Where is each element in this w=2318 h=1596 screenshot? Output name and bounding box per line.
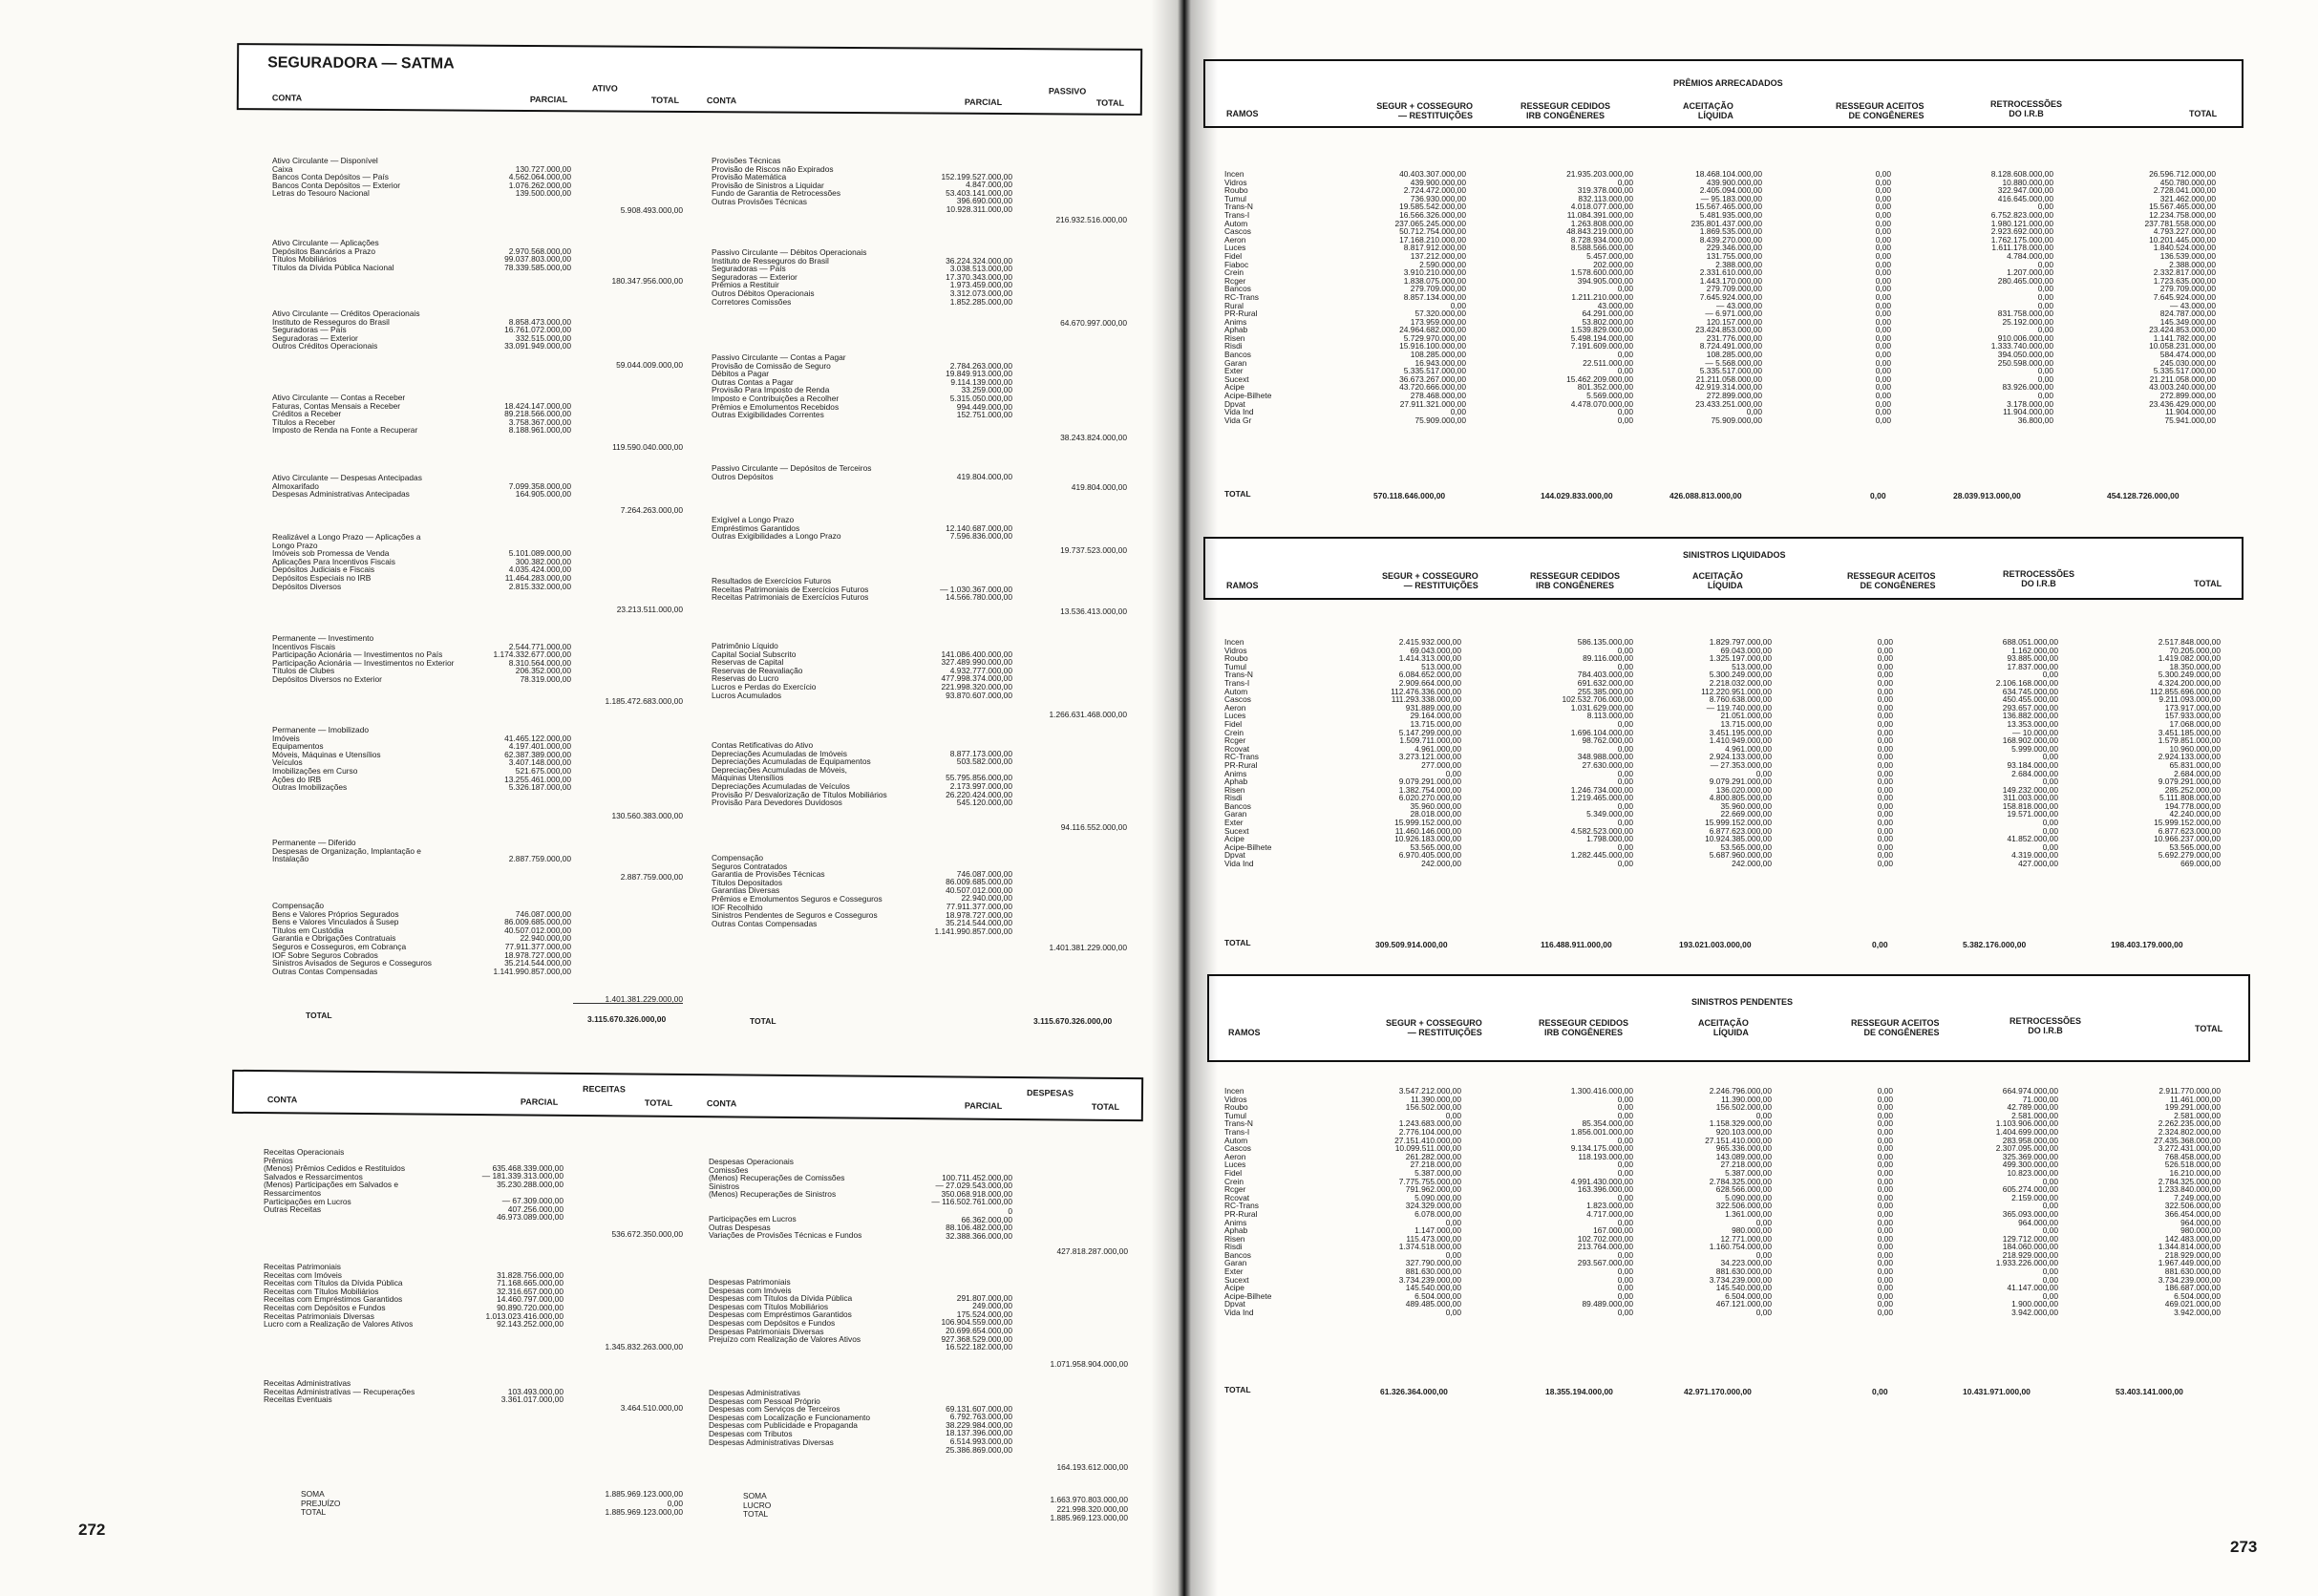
receitas-labels: Receitas Operacionais Prêmios (Menos) Prêmios Cedidos e Restituídos Salvados e Ressarcimentos (Menos) Participações em Salvados e Ressarcimentos Participações em Lucros Outras Receitas [264, 1147, 406, 1215]
sinistros-liq-header [1203, 537, 2244, 600]
bs-col-total: TOTAL [650, 95, 680, 105]
passivo-labels: Exigível a Longo Prazo Empréstimos Garantidos Outras Exigibilidades a Longo Prazo [712, 515, 841, 542]
despesas-total: 164.193.612.000,00 [1056, 1462, 1128, 1472]
despesas-labels: Participações em Lucros Outras Despesas Variações de Provisões Técnicas e Fundos [709, 1214, 862, 1241]
pen-col-ramos: RAMOS [1228, 1028, 1261, 1037]
is-col-receitas: RECEITAS [583, 1084, 626, 1095]
bs-total-left-value: 3.115.670.326.000,00 [587, 1014, 667, 1024]
premios-ramos: Incen Vidros Roubo Tumul Trans-N Trans-I Autom Cascos Aeron Luces Fidel Fiaboc Crein Rcger Bancos RC-Trans Rural PR-Rural Anims Aphab Risen Risdi Bancos Garan Exter Sucext Acipe Acipe-Bilhete Dpvat Vida Ind Vida Gr [1224, 169, 1272, 425]
is-col-total: TOTAL [644, 1097, 673, 1108]
is-sum-right-labels: SOMA LUCRO TOTAL [743, 1491, 772, 1519]
passivo-total: 1.401.381.229.000,00 [1049, 943, 1127, 952]
receitas-values: 635.468.339.000,00 — 181.339.313.000,00 35.230.288.000,00 — 67.309.000,00 407.256.000,00 46.973.089.000,00 [481, 1162, 564, 1223]
passivo-total: 1.266.631.468.000,00 [1049, 710, 1127, 719]
premios-col-c3: ACEITAÇÃO LÍQUIDA [1683, 101, 1733, 120]
passivo-values: 36.224.324.000,00 3.038.513.000,00 17.370.343.000,00 1.973.459.000,00 3.312.073.000,00 1.852.285.000,00 [946, 255, 1012, 307]
liq-total-c1: 309.509.914.000,00 [1375, 940, 1448, 949]
premios-col-c2: RESSEGUR CEDIDOS IRB CONGÊNERES [1521, 101, 1611, 120]
ativo-values: 130.727.000,00 4.562.064.000,00 1.076.262.000,00 139.500.000,00 [508, 163, 571, 199]
page-number-left: 272 [78, 1521, 106, 1539]
passivo-labels: Contas Retificativas do Ativo Depreciações Acumuladas de Imóveis Depreciações Acumuladas de Equipamentos Depreciações Acumuladas de Móveis, Máquinas Utensílios Depreciações Acumuladas de Veículos Provisão P/ Desvalorização de Títulos Mobiliários Provisão Para Devedores Duvidosos [712, 740, 887, 808]
passivo-total: 94.116.552.000,00 [1060, 822, 1127, 832]
bs-col-conta2: CONTA [706, 96, 737, 106]
premios-title: PRÊMIOS ARRECADADOS [1673, 78, 1783, 88]
liq-col-c5: RETROCESSÕES DO I.R.B [2003, 569, 2075, 588]
premios-total-c6: 454.128.726.000,00 [2107, 491, 2180, 500]
ativo-values: 746.087.000,00 86.009.685.000,00 40.507.012.000,00 22.940.000,00 77.911.377.000,00 18.978.727.000,00 35.214.544.000,00 1.141.990.857.000,00 [493, 908, 571, 976]
right-page [1184, 0, 2318, 1596]
passivo-values: 2.784.263.000,00 19.849.913.000,00 9.114.139.000,00 33.259.000,00 5.315.050.000,00 994.449.000,00 152.751.000,00 [946, 360, 1012, 420]
liq-c4: 0,00 0,00 0,00 0,00 0,00 0,00 0,00 0,00 0,00 0,00 0,00 0,00 0,00 0,00 0,00 0,00 0,00 0,00 0,00 0,00 0,00 0,00 0,00 0,00 0,00 0,00 0,00 0,00 [1877, 637, 1893, 869]
liq-total-c3: 193.021.003.000,00 [1679, 940, 1752, 949]
ativo-total: 1.401.381.229.000,00 [605, 994, 683, 1004]
liq-total-c4: 0,00 [1872, 940, 1888, 949]
is-col-conta: CONTA [266, 1095, 298, 1105]
page-number-right: 273 [2230, 1538, 2258, 1556]
despesas-total: 427.818.287.000,00 [1056, 1246, 1128, 1256]
receitas-values: 31.828.756.000,00 71.168.665.000,00 32.316.657.000,00 14.460.797.000,00 90.890.720.000,00 1.013.023.416.000,00 92.143.252.000,00 [485, 1269, 564, 1330]
passivo-total: 13.536.413.000,00 [1060, 606, 1127, 616]
liq-c6: 2.517.848.000,00 70.205.000,00 1.419.082.000,00 18.350.000,00 5.300.249.000,00 4.324.200.000,00 112.855.696.000,00 9.211.093.000,00 173.917.000,00 157.933.000,00 17.068.000,00 3.451.185.000,00 1.579.851.000,00 10.960.000,00 2.924.133.000,00 65.831.000,00 2.684.000,00 9.079.291.000,00 285.252.000,00 5.111.808.000,00 194.778.000,00 42.240.000,00 15.999.152.000,00 6.877.623.000,00 10.966.237.000,00 53.565.000,00 5.692.279.000,00 669.000,00 [2150, 637, 2221, 869]
ativo-values: 2.887.759.000,00 [508, 854, 571, 864]
pen-c6: 2.911.770.000,00 11.461.000,00 199.291.000,00 2.581.000,00 2.262.235.000,00 2.324.802.000,00 27.435.368.000,00 3.272.431.000,00 768.458.000,00 526.518.000,00 16.210.000,00 2.784.325.000,00 1.233.840.000,00 7.249.000,00 322.506.000,00 366.454.000,00 964.000,00 980.000,00 142.483.000,00 1.344.814.000,00 218.929.000,00 1.967.449.000,00 881.630.000,00 3.734.239.000,00 186.687.000,00 6.504.000,00 469.021.000,00 3.942.000,00 [2154, 1086, 2221, 1318]
passivo-total: 64.670.997.000,00 [1060, 318, 1127, 328]
ativo-labels: Permanente — Imobilizado Imóveis Equipamentos Móveis, Máquinas e Utensílios Veículos Imobilizações em Curso Ações do IRB Outras Imobilizações [272, 725, 381, 793]
bs-col-passivo: PASSIVO [1048, 86, 1087, 96]
ativo-values: 5.101.089.000,00 300.382.000,00 4.035.424.000,00 11.464.283.000,00 2.815.332.000,00 [504, 548, 571, 591]
pen-col-c1: SEGUR + COSSEGURO — RESTITUIÇÕES [1386, 1018, 1482, 1037]
pen-c3: 2.246.796.000,00 11.390.000,00 156.502.000,00 0,00 1.158.329.000,00 920.103.000,00 27.151.410.000,00 965.336.000,00 143.089.000,00 27.218.000,00 5.387.000,00 2.784.325.000,00 628.566.000,00 5.090.000,00 322.506.000,00 1.361.000,00 0,00 980.000,00 12.771.000,00 1.160.754.000,00 0,00 34.223.000,00 881.630.000,00 3.734.239.000,00 145.540.000,00 6.504.000,00 467.121.000,00 0,00 [1705, 1086, 1772, 1318]
pen-ramos: Incen Vidros Roubo Tumul Trans-N Trans-I Autom Cascos Aeron Luces Fidel Crein Rcger Rcovat RC-Trans PR-Rural Anims Aphab Risen Risdi Bancos Garan Exter Sucext Acipe Acipe-Bilhete Dpvat Vida Ind [1224, 1086, 1272, 1318]
liq-col-ramos: RAMOS [1226, 581, 1259, 590]
sinistros-pen-title: SINISTROS PENDENTES [1691, 997, 1794, 1007]
premios-col-c5: RETROCESSÕES DO I.R.B [1990, 99, 2063, 118]
pen-col-c6: TOTAL [2195, 1024, 2223, 1033]
liq-ramos: Incen Vidros Roubo Tumul Trans-N Trans-I Autom Cascos Aeron Luces Fidel Crein Rcger Rcovat RC-Trans PR-Rural Anims Aphab Risen Risdi Bancos Garan Exter Sucext Acipe Acipe-Bilhete Dpvat Vida Ind [1224, 637, 1272, 869]
premios-total-c4: 0,00 [1870, 491, 1886, 500]
passivo-total: 19.737.523.000,00 [1060, 545, 1127, 555]
passivo-total: 216.932.516.000,00 [1055, 215, 1127, 224]
pen-c2: 1.300.416.000,00 0,00 0,00 0,00 85.354.000,00 1.856.001.000,00 0,00 9.134.175.000,00 118.193.000,00 0,00 0,00 4.991.430.000,00 163.396.000,00 0,00 1.823.000,00 4.717.000,00 0,00 167.000,00 102.702.000,00 213.764.000,00 0,00 293.567.000,00 0,00 0,00 0,00 0,00 89.489.000,00 0,00 [1570, 1086, 1633, 1318]
passivo-labels: Passivo Circulante — Depósitos de Terceiros Outros Depósitos [712, 463, 872, 481]
passivo-values: 12.140.687.000,00 7.596.836.000,00 [946, 522, 1012, 542]
bs-col-parcial2: PARCIAL [964, 96, 1003, 107]
ativo-labels: Realizável a Longo Prazo — Aplicações a Longo Prazo Imóveis sob Promessa de Venda Aplicações Para Incentivos Fiscais Depósitos Judiciais e Fiscais Depósitos Especiais no IRB Depósitos Diversos [272, 532, 421, 591]
premios-total-c1: 570.118.646.000,00 [1373, 491, 1446, 500]
premios-total-c3: 426.088.813.000,00 [1669, 491, 1742, 500]
passivo-labels: Resultados de Exercícios Futuros Receitas Patrimoniais de Exercícios Futuros Receitas Patrimoniais de Exercícios Futuros [712, 576, 869, 603]
despesas-labels: Despesas Operacionais Comissões (Menos) Recuperações de Comissões Sinistros (Menos) Recuperações de Sinistros [709, 1157, 845, 1200]
liq-col-c3: ACEITAÇÃO LÍQUIDA [1692, 571, 1743, 590]
pen-total-c1: 61.326.364.000,00 [1380, 1387, 1448, 1396]
ativo-total: 130.560.383.000,00 [611, 811, 683, 820]
ativo-labels: Ativo Circulante — Despesas Antecipadas Almoxarifado Despesas Administrativas Antecipadas [272, 473, 422, 500]
despesas-values: 69.131.607.000,00 6.792.763.000,00 38.229.984.000,00 18.137.396.000,00 6.514.993.000,00 25.386.869.000,00 [946, 1403, 1012, 1455]
passivo-labels: Provisões Técnicas Provisão de Riscos não Expirados Provisão Matemática Provisão de Sinistros a Liquidar Fundo de Garantia de Retrocessões Outras Provisões Técnicas [712, 156, 841, 206]
bs-col-ativo: ATIVO [591, 83, 618, 94]
premios-col-c6: TOTAL [2189, 109, 2218, 118]
liq-total-c5: 5.382.176.000,00 [1963, 940, 2027, 949]
premios-c5: 8.128.608.000,00 10.880.000,00 322.947.000,00 416.645.000,00 0,00 6.752.823.000,00 1.980.121.000,00 2.923.692.000,00 1.762.175.000,00 1.611.178.000,00 4.784.000,00 0,00 1.207.000,00 280.465.000,00 0,00 0,00 0,00 831.758.000,00 25.192.000,00 0,00 910.006.000,00 1.333.740.000,00 394.050.000,00 250.598.000,00 0,00 0,00 83.926.000,00 0,00 3.178.000,00 11.904.000,00 36.800,00 [1990, 169, 2053, 425]
ativo-total: 2.887.759.000,00 [620, 872, 683, 882]
sinistros-pen-header [1207, 974, 2250, 1062]
sinistros-liq-title: SINISTROS LIQUIDADOS [1683, 550, 1786, 560]
premios-total-c5: 28.039.913.000,00 [1953, 491, 2021, 500]
ativo-labels: Ativo Circulante — Créditos Operacionais Instituto de Resseguros do Brasil Seguradoras — País Seguradoras — Exterior Outros Créditos Operacionais [272, 309, 420, 351]
bs-total-right-value: 3.115.670.326.000,00 [1033, 1016, 1113, 1026]
receitas-values: 103.493.000,00 3.361.017.000,00 [500, 1386, 564, 1405]
pen-col-c4: RESSEGUR ACEITOS DE CONGÊNERES [1851, 1018, 1940, 1037]
despesas-labels: Despesas Administrativas Despesas com Pessoal Próprio Despesas com Serviços de Terceiros Despesas com Localização e Funcionamento Despesas com Publicidade e Propaganda Despesas com Tributos Despesas Administrativas Diversas [709, 1388, 870, 1447]
liq-col-c6: TOTAL [2194, 579, 2222, 588]
liq-c2: 586.135.000,00 0,00 89.116.000,00 0,00 784.403.000,00 691.632.000,00 255.385.000,00 102.532.706.000,00 1.031.629.000,00 8.113.000,00 0,00 1.696.104.000,00 98.762.000,00 0,00 348.988.000,00 27.630.000,00 0,00 0,00 1.246.734.000,00 1.219.465.000,00 0,00 5.349.000,00 0,00 4.582.523.000,00 1.798.000,00 0,00 1.282.445.000,00 0,00 [1562, 637, 1633, 869]
ativo-labels: Ativo Circulante — Contas a Receber Faturas, Contas Mensais a Receber Créditos a Receber Títulos a Receber Imposto de Renda na Fonte a Recuperar [272, 393, 418, 436]
liq-total-c6: 198.403.179.000,00 [2111, 940, 2183, 949]
pen-total-c6: 53.403.141.000,00 [2116, 1387, 2183, 1396]
premios-col-c4: RESSEGUR ACEITOS DE CONGÊNERES [1836, 101, 1925, 120]
is-col-despesas: DESPESAS [1026, 1088, 1074, 1098]
ativo-values: 2.544.771.000,00 1.174.332.677.000,00 8.310.564.000,00 206.352.000,00 78.319.000,00 [493, 641, 571, 684]
liq-c5: 688.051.000,00 1.162.000,00 93.885.000,00 17.837.000,00 0,00 2.106.168.000,00 634.745.000,00 450.455.000,00 293.657.000,00 136.882.000,00 13.353.000,00 — 10.000,00 168.902.000,00 5.999.000,00 0,00 93.184.000,00 2.684.000,00 0,00 149.232.000,00 311.003.000,00 158.818.000,00 19.571.000,00 0,00 0,00 41.852.000,00 0,00 4.319.000,00 427.000,00 [1995, 637, 2058, 869]
ativo-labels: Compensação Bens e Valores Próprios Segurados Bens e Valores Vinculados à Susep Títulos em Custódia Garantia e Obrigações Contratuais Seguros e Cosseguros, em Cobrança IOF Sobre Seguros Cobrados Sinistros Avisados de Seguros e Cosseguros Outras Contas Compensadas [272, 901, 432, 976]
passivo-values: 8.877.173.000,00 503.582.000,00 55.795.856.000,00 2.173.997.000,00 26.220.424.000,00 545.120.000,00 [946, 748, 1012, 808]
is-sum-right-values: 1.663.970.803.000,00 221.998.320.000,00 1.885.969.123.000,00 [1050, 1495, 1128, 1522]
receitas-labels: Receitas Patrimoniais Receitas com Imóveis Receitas com Títulos da Dívida Pública Receitas com Títulos Mobiliários Receitas com Empréstimos Garantidos Receitas com Depósitos e Fundos Receitas Patrimoniais Diversas Lucro com a Realização de Valores Ativos [264, 1262, 414, 1330]
company-title: SEGURADORA — SATMA [267, 54, 455, 73]
passivo-values: 746.087.000,00 86.009.685.000,00 40.507.012.000,00 22.940.000,00 77.911.377.000,00 18.978.727.000,00 35.214.544.000,00 1.141.990.857.000,00 [934, 868, 1012, 936]
premios-c4: 0,00 0,00 0,00 0,00 0,00 0,00 0,00 0,00 0,00 0,00 0,00 0,00 0,00 0,00 0,00 0,00 0,00 0,00 0,00 0,00 0,00 0,00 0,00 0,00 0,00 0,00 0,00 0,00 0,00 0,00 0,00 [1875, 169, 1891, 425]
passivo-labels: Passivo Circulante — Contas a Pagar Provisão de Comissão de Seguro Débitos a Pagar Outras Contas a Pagar Provisão Para Imposto de Renda Imposto e Contribuições a Recolher Prêmios e Emolumentos Recebidos Outras Exigibilidades Correntes [712, 352, 846, 420]
ativo-labels: Ativo Circulante — Disponível Caixa Bancos Conta Depósitos — País Bancos Conta Depósitos — Exterior Letras do Tesouro Nacional [272, 156, 401, 199]
premios-c6: 26.596.712.000,00 450.780.000,00 2.728.041.000,00 321.462.000,00 15.567.465.000,00 12.234.758.000,00 237.781.558.000,00 4.793.227.000,00 10.201.445.000,00 1.840.524.000,00 136.539.000,00 2.388.000,00 2.332.817.000,00 1.723.635.000,00 279.709.000,00 7.645.924.000,00 — 43.000,00 824.787.000,00 145.349.000,00 23.424.853.000,00 1.141.782.000,00 10.058.231.000,00 584.474.000,00 245.030.000,00 5.335.517.000,00 21.211.058.000,00 43.003.240.000,00 272.899.000,00 23.436.429.000,00 11.904.000,00 75.941.000,00 [2144, 169, 2216, 425]
ativo-labels: Permanente — Diferido Despesas de Organização, Implantação e Instalação [272, 838, 421, 864]
ativo-values: 2.970.568.000,00 99.037.803.000,00 78.339.585.000,00 [504, 245, 571, 272]
pen-total-c3: 42.971.170.000,00 [1684, 1387, 1752, 1396]
passivo-labels: Compensação Seguros Contratados Garantia de Provisões Técnicas Títulos Depositados Garantias Diversas Prêmios e Emolumentos Seguros e Cosseguros IOF Recolhido Sinistros Pendentes de Seguros e Cosseguros Outras Contas Compensadas [712, 853, 883, 928]
despesas-labels: Despesas Patrimoniais Despesas com Imóveis Despesas com Títulos da Dívida Pública Despesas com Títulos Mobiliários Despesas com Empréstimos Garantidos Despesas com Depósitos e Fundos Despesas Patrimoniais Diversas Prejuízo com Realização de Valores Ativos [709, 1277, 861, 1345]
ativo-total: 23.213.511.000,00 [616, 605, 683, 614]
passivo-values: 419.804.000,00 [956, 471, 1012, 481]
liq-col-c4: RESSEGUR ACEITOS DE CONGÊNERES [1847, 571, 1936, 590]
liq-total-c2: 116.488.911.000,00 [1541, 940, 1612, 949]
passivo-values: 141.086.400.000,00 327.489.990.000,00 4.932.777.000,00 477.998.374.000,00 221.998.320.000,00 93.870.607.000,00 [941, 649, 1012, 700]
passivo-total: 419.804.000,00 [1071, 482, 1127, 492]
ativo-values: 18.424.147.000,00 89.218.566.000,00 3.758.367.000,00 8.188.961.000,00 [504, 400, 571, 436]
bs-col-total2: TOTAL [1095, 97, 1125, 108]
ativo-total: 119.590.040.000,00 [612, 442, 683, 452]
despesas-values: 100.711.452.000,00 — 27.029.543.000,00 350.068.918.000,00 — 116.502.761.000,00 [931, 1172, 1012, 1207]
premios-total-c2: 144.029.833.000,00 [1541, 491, 1613, 500]
ativo-total: 1.185.472.683.000,00 [605, 696, 683, 706]
despesas-values: 291.807.000,00 249.000,00 175.524.000,00 106.904.559.000,00 20.699.654.000,00 927.368.529.000,00 16.522.182.000,00 [941, 1292, 1012, 1352]
bs-total-left-label: TOTAL [306, 1011, 332, 1020]
liq-total-label: TOTAL [1224, 938, 1251, 947]
pen-total-c2: 18.355.194.000,00 [1545, 1387, 1613, 1396]
liq-col-c2: RESSEGUR CEDIDOS IRB CONGÊNERES [1530, 571, 1621, 590]
is-sum-left-labels: SOMA PREJUÍZO TOTAL [301, 1489, 341, 1517]
despesas-total: 1.071.958.904.000,00 [1050, 1359, 1128, 1369]
receitas-total: 3.464.510.000,00 [620, 1403, 683, 1413]
despesas-values: 0 66.362.000,00 88.106.482.000,00 32.388.366.000,00 [946, 1206, 1012, 1241]
ativo-total: 7.264.263.000,00 [620, 505, 683, 515]
premios-col-ramos: RAMOS [1226, 109, 1259, 118]
ativo-total: 59.044.009.000,00 [616, 360, 683, 370]
pen-c5: 664.974.000,00 71.000,00 42.789.000,00 2.581.000,00 1.103.906.000,00 1.404.699.000,00 283.958.000,00 2.307.095.000,00 325.369.000,00 499.300.000,00 10.823.000,00 0,00 605.274.000,00 2.159.000,00 0,00 365.093.000,00 964.000,00 0,00 129.712.000,00 184.060.000,00 218.929.000,00 1.933.226.000,00 0,00 0,00 41.147.000,00 0,00 1.900.000,00 3.942.000,00 [1995, 1086, 2058, 1318]
pen-total-c5: 10.431.971.000,00 [1963, 1387, 2031, 1396]
receitas-total: 536.672.350.000,00 [611, 1229, 683, 1239]
passivo-values: 152.199.527.000,00 4.847.000,00 53.403.141.000,00 396.690.000,00 10.928.311.000,00 [941, 171, 1012, 214]
book-gutter [1151, 0, 1218, 1596]
is-col-conta2: CONTA [706, 1098, 737, 1109]
pen-col-c3: ACEITAÇÃO LÍQUIDA [1698, 1018, 1749, 1037]
receitas-total: 1.345.832.263.000,00 [605, 1342, 683, 1351]
bs-col-parcial: PARCIAL [529, 94, 568, 105]
passivo-total: 38.243.824.000,00 [1060, 433, 1127, 442]
bs-col-conta: CONTA [271, 93, 303, 103]
premios-c1: 40.403.307.000,00 439.900.000,00 2.724.472.000,00 736.930.000,00 19.585.542.000,00 16.566.326.000,00 237.065.245.000,00 50.712.754.000,00 17.168.210.000,00 8.817.912.000,00 137.212.000,00 2.590.000,00 3.910.210.000,00 1.838.075.000,00 279.709.000,00 8.857.134.000,00 0,00 57.320.000,00 173.959.000,00 24.964.682.000,00 5.729.970.000,00 15.916.100.000,00 108.285.000,00 16.943.000,00 5.335.517.000,00 36.673.267.000,00 43.720.666.000,00 278.468.000,00 27.911.321.000,00 0,00 75.909.000,00 [1394, 169, 1466, 425]
passivo-labels: Patrimônio Líquido Capital Social Subscrito Reservas de Capital Reservas de Reavaliação Reservas do Lucro Lucros e Perdas do Exercício Lucros Acumulados [712, 641, 817, 700]
passivo-labels: Passivo Circulante — Débitos Operacionais Instituto de Resseguros do Brasil Seguradoras — País Seguradoras — Exterior Prêmios a Restituir Outros Débitos Operacionais Corretores Comissões [712, 247, 867, 307]
premios-col-c1: SEGUR + COSSEGURO — RESTITUIÇÕES [1376, 101, 1473, 120]
premios-c3: 18.468.104.000,00 439.900.000,00 2.405.094.000,00 — 95.183.000,00 15.567.465.000,00 5.481.935.000,00 235.801.437.000,00 1.869.535.000,00 8.439.270.000,00 229.346.000,00 131.755.000,00 2.388.000,00 2.331.610.000,00 1.443.170.000,00 279.709.000,00 7.645.924.000,00 — 43.000,00 — 6.971.000,00 120.157.000,00 23.424.853.000,00 231.776.000,00 8.724.491.000,00 108.285.000,00 — 5.568.000,00 5.335.517.000,00 21.211.058.000,00 42.919.314.000,00 272.899.000,00 23.433.251.000,00 0,00 75.909.000,00 [1691, 169, 1762, 425]
pen-c1: 3.547.212.000,00 11.390.000,00 156.502.000,00 0,00 1.243.683.000,00 2.776.104.000,00 27.151.410.000,00 10.099.511.000,00 261.282.000,00 27.218.000,00 5.387.000,00 7.775.755.000,00 791.962.000,00 5.090.000,00 324.329.000,00 6.078.000,00 0,00 1.147.000,00 115.473.000,00 1.374.518.000,00 0,00 327.790.000,00 881.630.000,00 3.734.239.000,00 145.540.000,00 6.504.000,00 489.485.000,00 0,00 [1394, 1086, 1461, 1318]
pen-c4: 0,00 0,00 0,00 0,00 0,00 0,00 0,00 0,00 0,00 0,00 0,00 0,00 0,00 0,00 0,00 0,00 0,00 0,00 0,00 0,00 0,00 0,00 0,00 0,00 0,00 0,00 0,00 0,00 [1877, 1086, 1893, 1318]
ativo-values: 8.858.473.000,00 16.761.072.000,00 332.515.000,00 33.091.949.000,00 [504, 316, 571, 351]
receitas-labels: Receitas Administrativas Receitas Administrativas — Recuperações Receitas Eventuais [264, 1378, 415, 1405]
liq-col-c1: SEGUR + COSSEGURO — RESTITUIÇÕES [1382, 571, 1478, 590]
bs-total-right-label: TOTAL [750, 1016, 776, 1026]
ativo-total: 180.347.956.000,00 [611, 276, 683, 286]
income-statement-header [232, 1070, 1143, 1121]
bs-total-left-rule [573, 993, 683, 1004]
passivo-values: — 1.030.367.000,00 14.566.780.000,00 [940, 584, 1012, 603]
is-sum-left-values: 1.885.969.123.000,00 0,00 1.885.969.123.000,00 [605, 1489, 683, 1517]
ativo-total: 5.908.493.000,00 [620, 205, 683, 215]
ativo-labels: Ativo Circulante — Aplicações Depósitos Bancários a Prazo Títulos Mobiliários Títulos da Dívida Pública Nacional [272, 238, 394, 272]
pen-total-label: TOTAL [1224, 1385, 1251, 1394]
ativo-values: 7.099.358.000,00 164.905.000,00 [508, 480, 571, 500]
premios-header [1203, 59, 2244, 128]
premios-total-label: TOTAL [1224, 489, 1251, 499]
pen-total-c4: 0,00 [1872, 1387, 1888, 1396]
is-col-parcial: PARCIAL [520, 1096, 559, 1107]
pen-col-c2: RESSEGUR CEDIDOS IRB CONGÊNERES [1539, 1018, 1629, 1037]
liq-c3: 1.829.797.000,00 69.043.000,00 1.325.197.000,00 513.000,00 5.300.249.000,00 2.218.032.000,00 112.220.951.000,00 8.760.638.000,00 — 119.740.000,00 21.051.000,00 13.715.000,00 3.451.195.000,00 1.410.949.000,00 4.961.000,00 2.924.133.000,00 — 27.353.000,00 0,00 9.079.291.000,00 136.020.000,00 4.800.805.000,00 35.960.000,00 22.669.000,00 15.999.152.000,00 6.877.623.000,00 10.924.385.000,00 53.565.000,00 5.687.960.000,00 242.000,00 [1701, 637, 1772, 869]
ativo-values: 41.465.122.000,00 4.197.401.000,00 62.387.389.000,00 3.407.148.000,00 521.675.000,00 13.255.461.000,00 5.326.187.000,00 [504, 733, 571, 793]
premios-c2: 21.935.203.000,00 0,00 319.378.000,00 832.113.000,00 4.018.077.000,00 11.084.391.000,00 1.263.808.000,00 48.843.219.000,00 8.728.934.000,00 8.588.566.000,00 5.457.000,00 202.000,00 1.578.600.000,00 394.905.000,00 0,00 1.211.210.000,00 43.000,00 64.291.000,00 53.802.000,00 1.539.829.000,00 5.498.194.000,00 7.191.609.000,00 0,00 22.511.000,00 0,00 15.462.209.000,00 801.352.000,00 5.569.000,00 4.478.070.000,00 0,00 0,00 [1566, 169, 1633, 425]
liq-c1: 2.415.932.000,00 69.043.000,00 1.414.313.000,00 513.000,00 6.084.652.000,00 2.909.664.000,00 112.476.336.000,00 111.293.338.000,00 931.889.000,00 29.164.000,00 13.715.000,00 5.147.299.000,00 1.509.711.000,00 4.961.000,00 3.273.121.000,00 277.000,00 0,00 9.079.291.000,00 1.382.754.000,00 6.020.270.000,00 35.960.000,00 28.018.000,00 15.999.152.000,00 11.460.146.000,00 10.926.183.000,00 53.565.000,00 6.970.405.000,00 242.000,00 [1391, 637, 1461, 869]
balance-sheet-header [237, 43, 1142, 116]
is-col-total2: TOTAL [1091, 1101, 1120, 1112]
ativo-labels: Permanente — Investimento Incentivos Fiscais Participação Acionária — Investimentos no País Participação Acionária — Investimentos no Exterior Títulos de Clubes Depósitos Diversos no Exterior [272, 633, 455, 684]
pen-col-c5: RETROCESSÕES DO I.R.B [2010, 1016, 2082, 1035]
is-col-parcial2: PARCIAL [964, 1100, 1003, 1111]
